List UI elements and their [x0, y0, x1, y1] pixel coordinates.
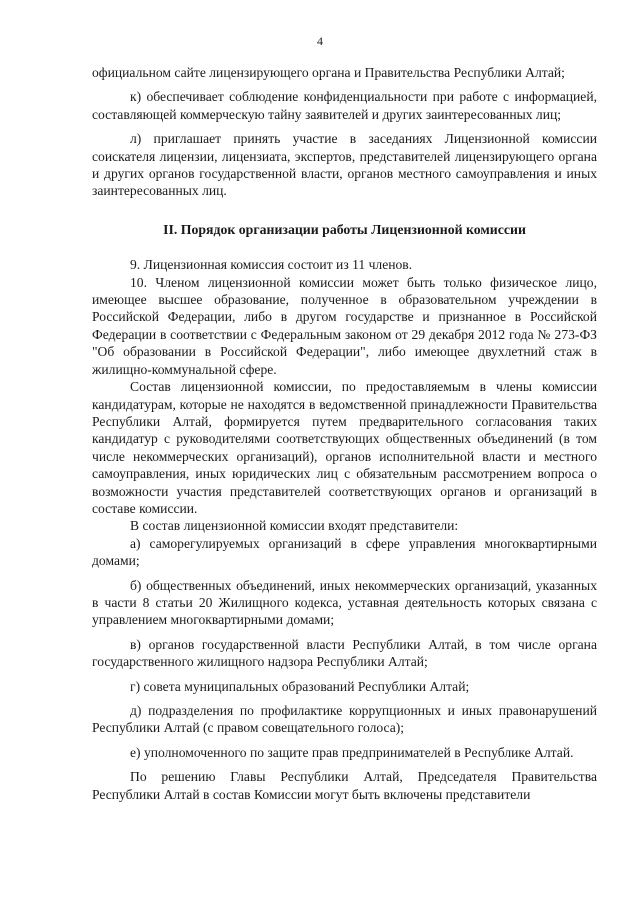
paragraph-item-k: к) обеспечивает соблюдение конфиденциальности при работе с информацией, составляющей коммерческую тайну заявителей и других заинтересованных лиц;: [92, 89, 597, 122]
paragraph-continued: официальном сайте лицензирующего органа и Правительства Республики Алтай;: [92, 65, 565, 80]
paragraph-composition: Состав лицензионной комиссии, по предоставляемым в члены комиссии кандидатурам, которые не находятся в ведомственной принадлежности Правительства Республики Алтай, формируется путем предварительного согласования таких кандидатур с руководителями соответствующих общественных объединений (в том числе некоммерческих организаций), органов исполнительной власти и местного самоуправления, иных юридических лиц с обязательным рассмотрением вопроса о возможности участия представителей соответствующих органов и организаций в составе комиссии.: [92, 379, 597, 516]
list-item-g: г) совета муниципальных образований Республики Алтай;: [130, 678, 470, 694]
list-item-e: е) уполномоченного по защите прав предпринимателей в Республике Алтай.: [130, 744, 574, 760]
paragraph-head-decision: По решению Главы Республики Алтай, Председателя Правительства Республики Алтай в состав Комиссии могут быть включены представители: [92, 769, 597, 802]
paragraph-9: 9. Лицензионная комиссия состоит из 11 членов.: [130, 257, 413, 273]
list-item-v: в) органов государственной власти Республики Алтай, в том числе органа государственного жилищного надзора Республики Алтай;: [92, 636, 597, 670]
paragraph-10: 10. Членом лицензионной комиссии может быть только физическое лицо, имеющее высшее образование, полученное в образовательном учреждении в Российской Федерации, либо в другом государстве и признанное в Российской Федерации в соответствии с Федеральным законом от 29 декабря 2012 года № 273-ФЗ "Об образовании в Российской Федерации", либо имеющее двухлетний стаж в жилищно-коммунальной сфере.: [92, 274, 597, 377]
list-item-a: а) саморегулируемых организаций в сфере управления многоквартирными домами;: [92, 535, 597, 569]
section-heading: II. Порядок организации работы Лицензионной комиссии: [163, 221, 526, 237]
document-body: [92, 64, 597, 803]
list-item-d: д) подразделения по профилактике коррупционных и иных правонарушений Республики Алтай (с правом совещательного голоса);: [92, 703, 597, 736]
page-number: 4: [317, 34, 323, 48]
list-item-b: б) общественных объединений, иных некоммерческих организаций, указанных в части 8 статьи 20 Жилищного кодекса, уставная деятельность которых связана с управлением многоквартирными домами;: [92, 577, 597, 628]
paragraph-representatives-intro: В состав лицензионной комиссии входят представители:: [130, 518, 459, 534]
paragraph-item-l: л) приглашает принять участие в заседаниях Лицензионной комиссии соискателя лицензии, лицензиата, экспертов, представителей лицензирующего органа и других органов государственной власти, органов местного самоуправления и иных заинтересованных лиц.: [92, 131, 597, 199]
